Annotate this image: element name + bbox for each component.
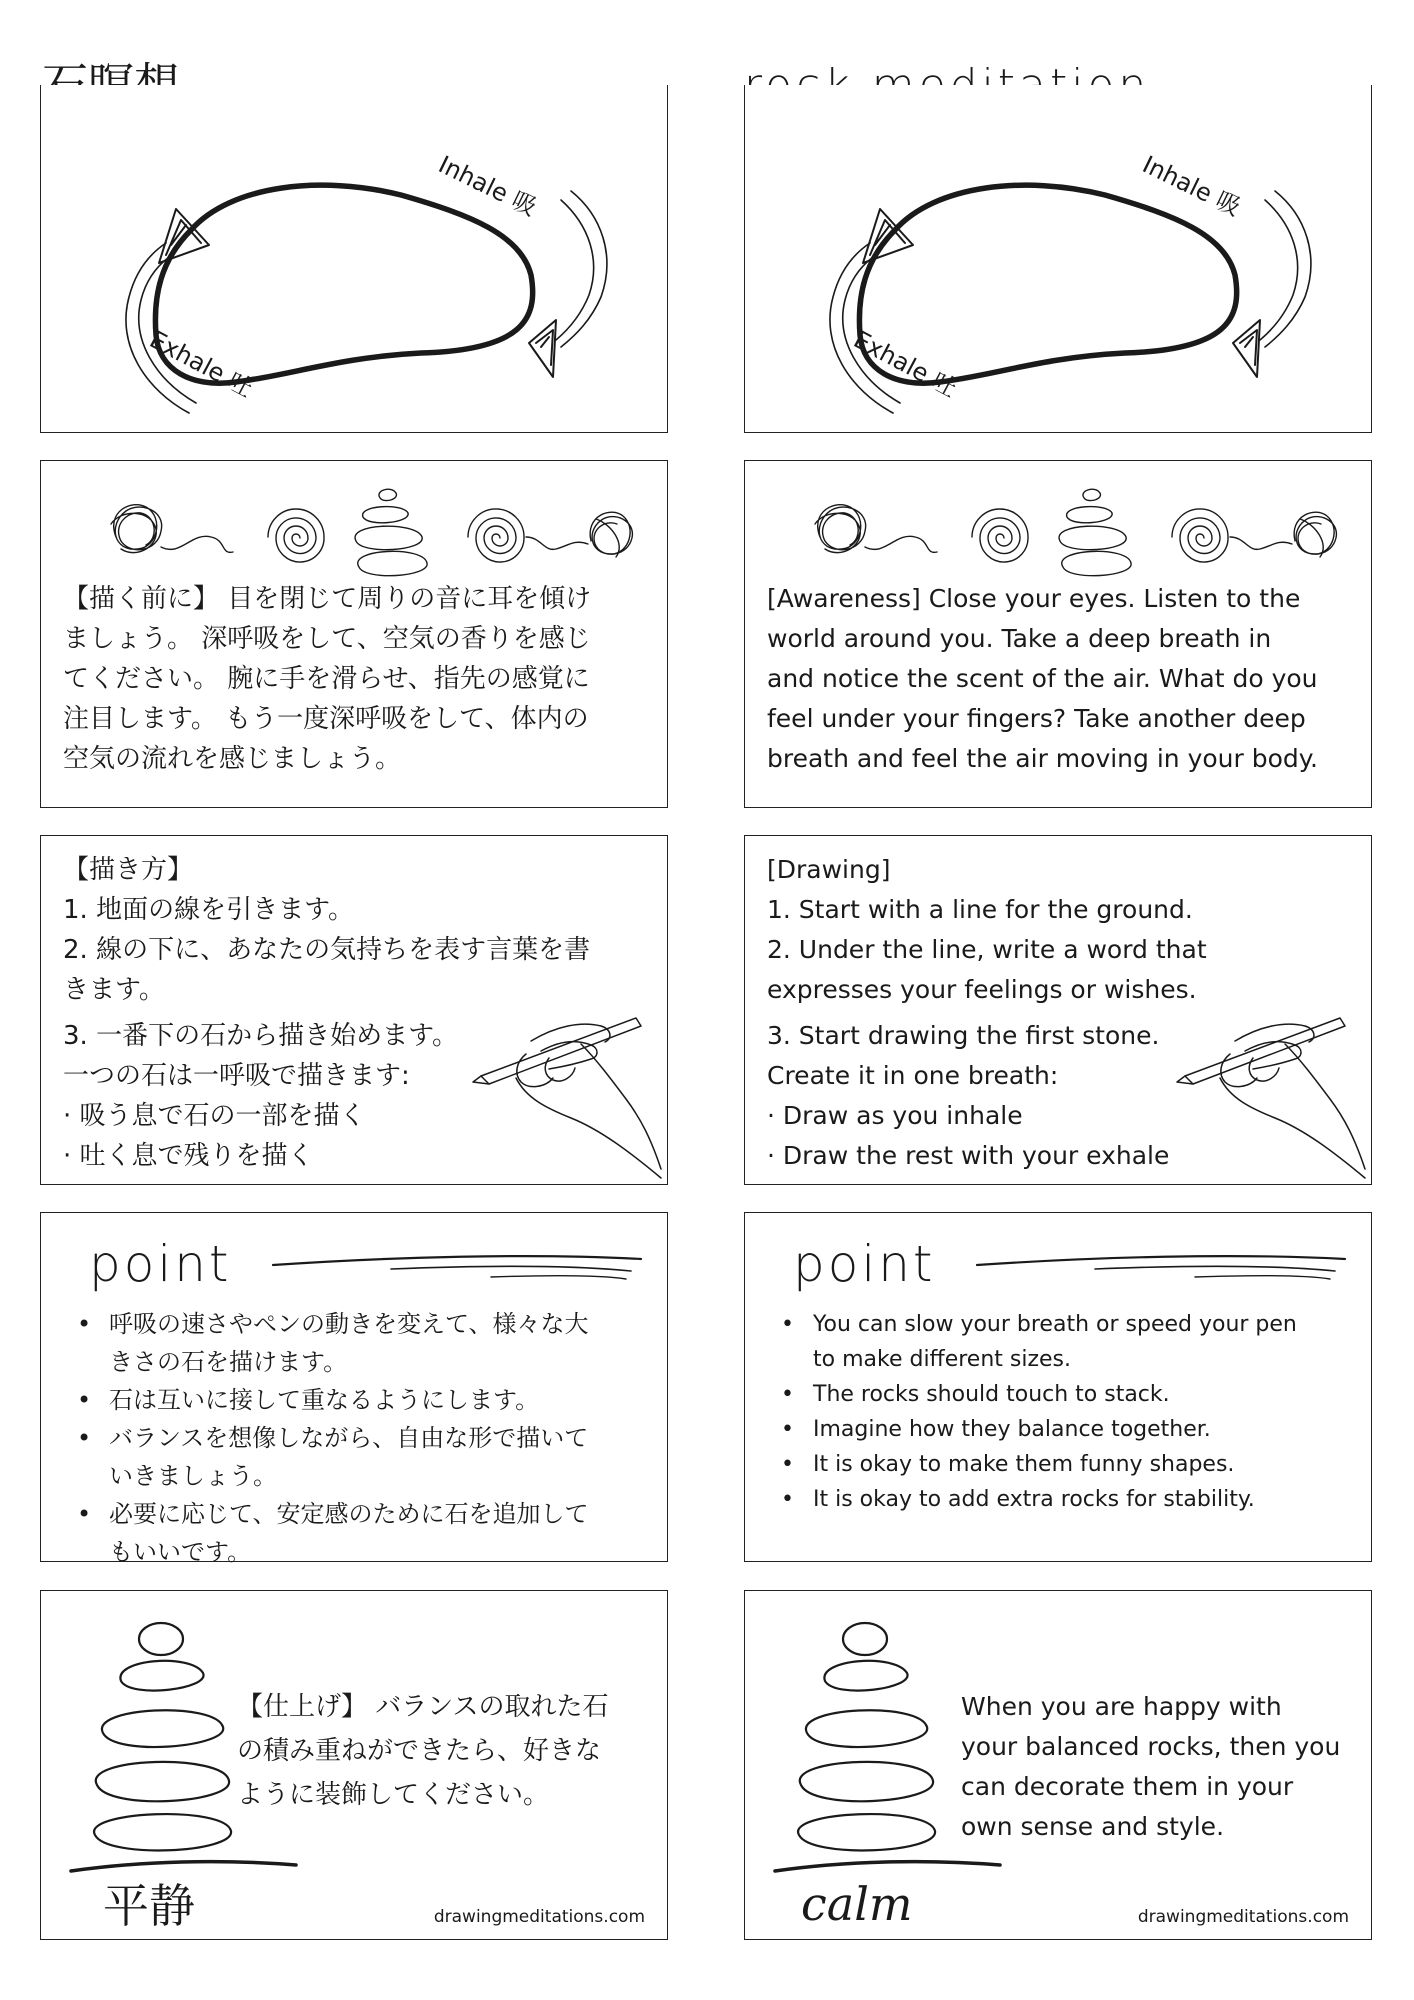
arrowhead-bottom xyxy=(529,320,556,377)
list-item: • It is okay to add extra rocks for stability. xyxy=(781,1482,1297,1517)
inhale-label: Inhale 吸 xyxy=(1138,150,1245,222)
scribble-ball-right xyxy=(590,512,632,557)
point-bullets-en xyxy=(781,1307,1297,1517)
awareness-card xyxy=(744,460,1372,808)
breath-card xyxy=(40,85,668,433)
text-line: feel under your fingers? Take another deep xyxy=(767,704,1306,733)
awareness-card xyxy=(40,460,668,808)
scribble-ball-left xyxy=(111,505,162,553)
website-link[interactable]: drawingmeditations.com xyxy=(1137,1907,1349,1927)
list-item: • 必要に応じて、安定感のために石を追加して もいいです。 xyxy=(77,1495,589,1571)
text-line: 3. Start drawing the first stone. xyxy=(767,1021,1160,1050)
arrowhead-bottom xyxy=(1233,320,1260,377)
steps-heading: [Drawing] xyxy=(767,855,891,884)
mood-word-en: calm xyxy=(801,1877,913,1931)
text-line: きます。 xyxy=(63,975,165,1005)
text-line: · 吸う息で石の一部を描く xyxy=(63,1101,366,1131)
scribble-ball-left xyxy=(815,505,866,553)
text-line: 1. 地面の線を引きます。 xyxy=(63,895,354,925)
finish-text-jp xyxy=(237,1685,609,1817)
finish-text-en xyxy=(961,1687,1340,1847)
point-card xyxy=(40,1212,668,1566)
point-underline-swoosh xyxy=(975,1251,1355,1291)
text-line: can decorate them in your xyxy=(961,1772,1294,1801)
awareness-text-en xyxy=(767,579,1318,779)
breath-loop-illustration xyxy=(745,85,1373,433)
stacked-stones xyxy=(355,489,427,575)
finish-card xyxy=(40,1590,668,1940)
list-item: • The rocks should touch to stack. xyxy=(781,1377,1297,1412)
text-line: 注目します。 もう一度深呼吸をして、体内の xyxy=(63,704,589,734)
breath-loop-illustration xyxy=(41,85,669,433)
inhale-arrow xyxy=(1265,191,1311,347)
text-line: own sense and style. xyxy=(961,1812,1225,1841)
text-line: の積み重ねができたら、好きな xyxy=(237,1736,602,1766)
list-item: • Imagine how they balance together. xyxy=(781,1412,1297,1447)
text-line: and notice the scent of the air. What do you xyxy=(767,664,1318,693)
text-line: ように装飾してください。 xyxy=(237,1780,550,1810)
text-line: 【描く前に】 目を閉じて周りの音に耳を傾け xyxy=(63,584,592,614)
text-line: 1. Start with a line for the ground. xyxy=(767,895,1193,924)
website-link[interactable]: drawingmeditations.com xyxy=(433,1907,645,1927)
inhale-arrow xyxy=(561,191,607,347)
point-underline-swoosh xyxy=(271,1251,651,1291)
awareness-text-jp xyxy=(63,579,591,779)
stacked-stones xyxy=(1059,489,1131,575)
spiral-left xyxy=(268,509,324,562)
spiral-right xyxy=(468,509,524,562)
text-line: When you are happy with xyxy=(961,1692,1282,1721)
text-line: world around you. Take a deep breath in xyxy=(767,624,1272,653)
text-line: 2. Under the line, write a word that xyxy=(767,935,1207,964)
steps-heading: 【描き方】 xyxy=(63,855,194,885)
doodle-strip xyxy=(745,479,1373,569)
drawing-steps-card xyxy=(744,835,1372,1185)
spiral-right xyxy=(1172,509,1228,562)
point-heading: point xyxy=(793,1235,936,1293)
text-line: [Awareness] Close your eyes. Listen to the xyxy=(767,584,1301,613)
inhale-label: Inhale 吸 xyxy=(434,150,541,222)
point-bullets-jp xyxy=(77,1305,589,1571)
hand-with-pen-illustration xyxy=(1175,996,1375,1186)
text-line: · Draw the rest with your exhale xyxy=(767,1141,1170,1170)
text-line: Create it in one breath: xyxy=(767,1061,1059,1090)
exhale-label: Exhale 吐 xyxy=(849,325,962,403)
exhale-label: Exhale 吐 xyxy=(145,325,258,403)
breath-card xyxy=(744,85,1372,433)
list-item: • バランスを想像しながら、自由な形で描いて いきましょう。 xyxy=(77,1419,589,1495)
text-line: your balanced rocks, then you xyxy=(961,1732,1341,1761)
list-item: • 石は互いに接して重なるようにします。 xyxy=(77,1381,589,1419)
spiral-left xyxy=(972,509,1028,562)
finish-card xyxy=(744,1590,1372,1940)
list-item: • You can slow your breath or speed your pen to make different sizes. xyxy=(781,1307,1297,1377)
list-item: • It is okay to make them funny shapes. xyxy=(781,1447,1297,1482)
text-line: 空気の流れを感じましょう。 xyxy=(63,744,402,774)
scribble-ball-right xyxy=(1294,512,1336,557)
text-line: · 吐く息で残りを描く xyxy=(63,1141,314,1171)
text-line: expresses your feelings or wishes. xyxy=(767,975,1197,1004)
mood-word-jp: 平静 xyxy=(103,1879,195,1933)
drawing-steps-card xyxy=(40,835,668,1185)
drawing-steps-text-en xyxy=(767,850,1207,1176)
text-line: 一つの石は一呼吸で描きます: xyxy=(63,1061,410,1091)
text-line: 2. 線の下に、あなたの気持ちを表す言葉を書 xyxy=(63,935,591,965)
text-line: breath and feel the air moving in your body. xyxy=(767,744,1318,773)
doodle-strip xyxy=(41,479,669,569)
text-line: 【仕上げ】 バランスの取れた石 xyxy=(237,1692,609,1722)
list-item: • 呼吸の速さやペンの動きを変えて、様々な大 きさの石を描けます。 xyxy=(77,1305,589,1381)
text-line: ましょう。 深呼吸をして、空気の香りを感じ xyxy=(63,624,591,654)
text-line: · Draw as you inhale xyxy=(767,1101,1023,1130)
hand-with-pen-illustration xyxy=(471,996,671,1186)
text-line: 3. 一番下の石から描き始めます。 xyxy=(63,1021,458,1051)
point-heading: point xyxy=(89,1235,232,1293)
point-card xyxy=(744,1212,1372,1562)
text-line: てください。 腕に手を滑らせ、指先の感覚に xyxy=(63,664,590,694)
